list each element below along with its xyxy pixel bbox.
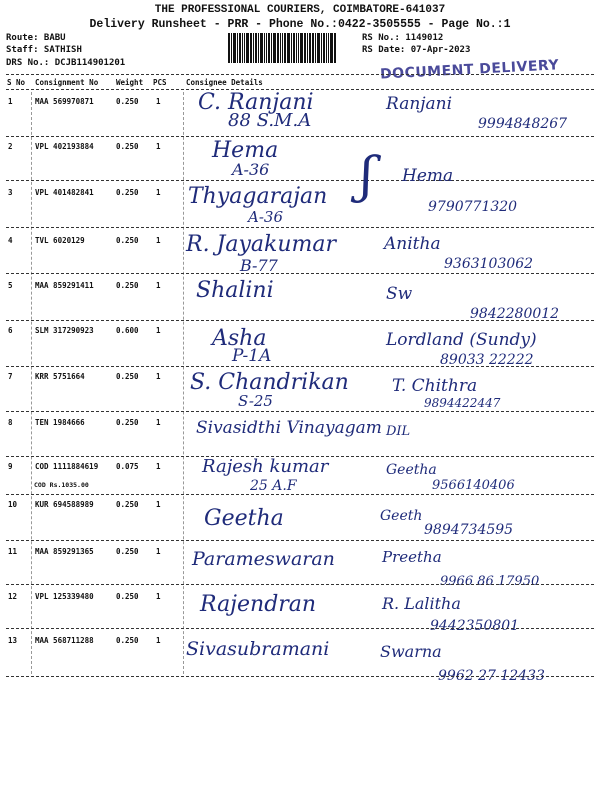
row-consignment: MAA 569970871: [35, 97, 94, 106]
row-sno: 6: [8, 326, 13, 335]
row-sno: 7: [8, 372, 13, 381]
receiver-signature: Swarna: [380, 642, 442, 661]
row-consignment: SLM 317290923: [35, 326, 94, 335]
row-pcs: 1: [156, 636, 161, 645]
consignee-name: Thyagarajan: [188, 184, 328, 209]
row-weight: 0.250: [116, 547, 139, 556]
consignee-name: Geetha: [204, 506, 284, 531]
receiver-signature: Ranjani: [386, 94, 453, 114]
receiver-signature: Anitha: [384, 234, 441, 254]
receiver-phone: 9994848267: [478, 116, 568, 132]
staff-label: Staff: SATHISH: [6, 45, 82, 55]
row-pcs: 1: [156, 97, 161, 106]
rs-number: RS No.: 1149012: [362, 33, 444, 43]
row-divider: [6, 366, 594, 367]
row-consignment: KUR 694588989: [35, 500, 94, 509]
consignee-name: Shalini: [196, 278, 274, 303]
row-sno: 10: [8, 500, 18, 509]
receiver-phone: 9363103062: [444, 256, 534, 272]
col-consignee: Consignee Details: [186, 78, 263, 87]
col-pcs: PCS: [153, 78, 167, 87]
row-weight: 0.250: [116, 281, 139, 290]
table-bottom-rule: [6, 676, 594, 677]
cod-amount: COD Rs.1035.00: [34, 481, 89, 489]
consignee-name: Asha: [212, 326, 267, 351]
row-sno: 9: [8, 462, 13, 471]
row-sno: 8: [8, 418, 13, 427]
row-consignment: TEN 1984666: [35, 418, 85, 427]
consignee-address: A-36: [232, 160, 270, 179]
row-divider: [6, 411, 594, 412]
row-divider: [6, 540, 594, 541]
receiver-signature: Lordland (Sundy): [386, 330, 537, 350]
receiver-phone: 9566140406: [432, 478, 515, 493]
row-pcs: 1: [156, 326, 161, 335]
receiver-phone: 89033 22222: [440, 352, 534, 368]
receiver-phone: 9842280012: [470, 306, 560, 322]
receiver-signature: T. Chithra: [392, 376, 478, 396]
col-weight: Weight: [116, 78, 144, 87]
signature-scribble-icon: ʃ: [360, 146, 374, 204]
consignee-address: P-1A: [232, 346, 272, 366]
rs-date: RS Date: 07-Apr-2023: [362, 45, 471, 55]
row-consignment: KRR 5751664: [35, 372, 85, 381]
row-weight: 0.250: [116, 188, 139, 197]
row-pcs: 1: [156, 547, 161, 556]
row-sno: 4: [8, 236, 13, 245]
row-weight: 0.250: [116, 142, 139, 151]
row-sno: 5: [8, 281, 13, 290]
receiver-phone: 9442350801: [430, 618, 520, 634]
row-weight: 0.250: [116, 418, 139, 427]
header-top-rule: [6, 74, 594, 75]
consignee-address: B-77: [240, 256, 278, 275]
row-divider: [6, 136, 594, 137]
runsheet-title: Delivery Runsheet - PRR - Phone No.:0422-3505555 - Page No.:1: [89, 18, 511, 31]
row-pcs: 1: [156, 188, 161, 197]
receiver-phone: 9894422447: [424, 396, 501, 410]
row-sno: 11: [8, 547, 18, 556]
row-pcs: 1: [156, 142, 161, 151]
row-sno: 12: [8, 592, 18, 601]
row-sno: 1: [8, 97, 13, 106]
row-weight: 0.600: [116, 326, 139, 335]
barcode-icon: [228, 33, 356, 63]
receiver-signature: Hema: [402, 166, 454, 186]
row-consignment: TVL 6020129: [35, 236, 85, 245]
receiver-phone: 9962 27 12433: [438, 668, 545, 684]
row-consignment: COD 1111884619: [35, 462, 99, 471]
receiver-signature: R. Lalitha: [382, 594, 461, 613]
drs-label: DRS No.: DCJB114901201: [6, 58, 126, 68]
row-consignment: MAA 859291411: [35, 281, 94, 290]
receiver-signature: Preetha: [382, 548, 442, 566]
row-divider: [6, 273, 594, 274]
consignee-name: Hema: [212, 138, 279, 163]
consignee-address: S-25: [238, 392, 273, 410]
row-weight: 0.250: [116, 372, 139, 381]
receiver-signature: Geetha: [386, 462, 437, 478]
row-divider: [6, 494, 594, 495]
row-weight: 0.250: [116, 592, 139, 601]
row-consignment: VPL 125339480: [35, 592, 94, 601]
row-consignment: MAA 859291365: [35, 547, 94, 556]
consignee-name: C. Ranjani: [198, 90, 314, 115]
row-divider: [6, 227, 594, 228]
row-weight: 0.250: [116, 636, 139, 645]
row-weight: 0.250: [116, 97, 139, 106]
consignee-name: S. Chandrikan: [190, 370, 349, 395]
consignee-name: Rajendran: [200, 592, 317, 617]
consignee-name: Rajesh kumar: [202, 456, 329, 477]
row-sno: 13: [8, 636, 18, 645]
receiver-signature: Geeth: [380, 508, 423, 524]
consignee-name: Sivasubramani: [186, 638, 330, 660]
row-consignment: VPL 402193884: [35, 142, 94, 151]
row-pcs: 1: [156, 592, 161, 601]
row-divider: [6, 584, 594, 585]
row-pcs: 1: [156, 500, 161, 509]
consignee-name: Sivasidthi Vinayagam: [196, 418, 382, 438]
consignee-name: Parameswaran: [192, 548, 335, 570]
row-consignment: MAA 568711288: [35, 636, 94, 645]
row-sno: 2: [8, 142, 13, 151]
receiver-signature: DIL: [386, 424, 411, 439]
document-delivery-stamp: DOCUMENT DELIVERY: [379, 57, 560, 83]
row-consignment: VPL 401482841: [35, 188, 94, 197]
receiver-phone: 9790771320: [428, 199, 518, 215]
consignee-address: 25 A.F: [250, 478, 297, 494]
row-divider: [6, 180, 594, 181]
company-title: THE PROFESSIONAL COURIERS, COIMBATORE-641037: [154, 4, 446, 16]
row-pcs: 1: [156, 281, 161, 290]
row-divider: [6, 320, 594, 321]
row-weight: 0.075: [116, 462, 139, 471]
row-pcs: 1: [156, 372, 161, 381]
col-sno: S No: [7, 78, 26, 87]
row-pcs: 1: [156, 236, 161, 245]
row-weight: 0.250: [116, 236, 139, 245]
receiver-phone: 9894734595: [424, 522, 514, 538]
col-consignment: Consignment No: [35, 78, 99, 87]
receiver-signature: Sw: [386, 284, 413, 304]
receiver-phone: 9966 86 17950: [440, 574, 540, 589]
consignee-address: 88 S.M.A: [228, 110, 312, 131]
row-pcs: 1: [156, 418, 161, 427]
consignee-name: R. Jayakumar: [186, 232, 337, 257]
route-label: Route: BABU: [6, 33, 66, 43]
row-sno: 3: [8, 188, 13, 197]
row-weight: 0.250: [116, 500, 139, 509]
row-pcs: 1: [156, 462, 161, 471]
consignee-address: A-36: [248, 208, 283, 226]
row-divider: [6, 628, 594, 629]
